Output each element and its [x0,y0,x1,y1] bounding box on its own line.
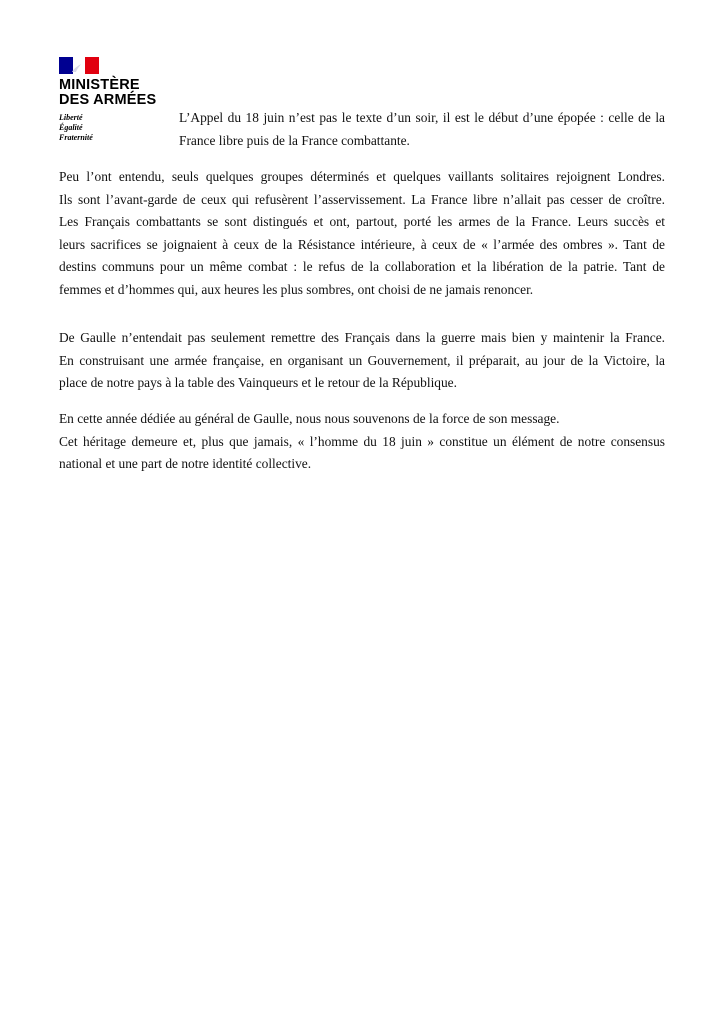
paragraph-de-gaulle [59,327,665,395]
text-line: Ils sont l’avant-garde de ceux qui refusèrent l’asservissement. La France libre n’allait pas cesser de croître. [59,191,665,207]
text-line: En cette année dédiée au général de Gaulle, nous nous souvenons de la force de son message. [59,411,560,426]
french-flag-icon [59,57,99,74]
text-line: L’Appel du 18 juin n’est pas le texte d’un soir, il est le début d’une épopée : celle de la [179,110,665,125]
text-line: France libre puis de la France combattante. [179,132,410,148]
text-line: De Gaulle n’entendait pas seulement remettre des Français dans la guerre mais bien y maintenir la France. [59,330,665,345]
motto-egalite: Égalité [59,123,83,132]
ministry-name-line1: MINISTÈRE [59,77,140,93]
motto-liberte: Liberté [59,113,83,122]
ministry-name [59,78,179,108]
text-line: national et une part de notre identité collective. [59,456,312,472]
text-line: place de notre pays à la table des Vainqueurs et le retour de la République. [59,375,457,391]
text-line: Les Français combattants se sont distingués et ont, partout, porté les armes de la France. Leurs succès et [59,214,665,230]
text-line: Peu l’ont entendu, seuls quelques groupes déterminés et quelques vaillants solitaires rejoignent Londres. [59,169,665,184]
paragraph-heritage [59,408,665,476]
ministry-logo [59,57,179,143]
republic-motto [59,113,179,143]
paragraph-france-libre [59,166,665,302]
motto-fraternite: Fraternité [59,133,93,142]
text-line: femmes et d’hommes qui, aux heures les plus sombres, ont choisi de ne jamais renoncer. [59,281,534,297]
text-line: destins communs pour un même combat : le refus de la collaboration et la libération de la patrie. Tant de [59,259,665,275]
paragraph-intro [179,107,665,152]
text-line: Cet héritage demeure et, plus que jamais, « l’homme du 18 juin » constitue un élément de notre consensus [59,433,665,449]
text-line: En construisant une armée française, en organisant un Gouvernement, il préparait, au jour de la Victoire, la [59,352,665,368]
ministry-name-line2: DES ARMÉES [59,92,157,108]
text-line: leurs sacrifices se joignaient à ceux de la Résistance intérieure, à ceux de « l’armée des ombres ». Tant de [59,236,665,252]
